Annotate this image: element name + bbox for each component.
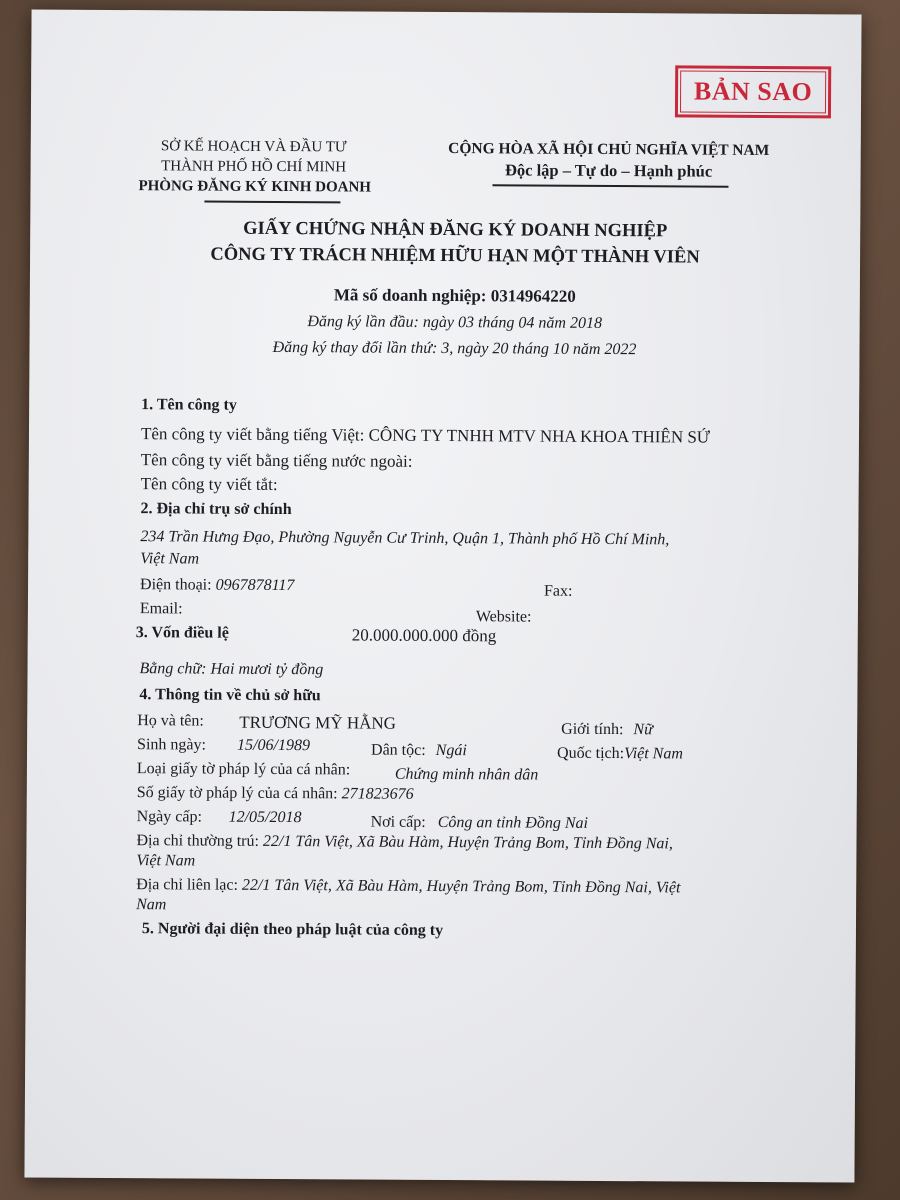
- certificate-paper: [24, 9, 861, 1182]
- section-4-heading: 4. Thông tin về chủ sở hữu: [139, 686, 321, 705]
- owner-name-value: TRƯƠNG MỸ HẰNG: [239, 712, 397, 733]
- owner-contact-address-value-2: Nam: [136, 896, 167, 914]
- head-office-address-line-2: Việt Nam: [140, 550, 200, 568]
- first-registration: Đăng ký lần đầu: ngày 03 tháng 04 năm 2018: [307, 313, 603, 332]
- certificate-title: GIẤY CHỨNG NHẬN ĐĂNG KÝ DOANH NGHIỆP: [243, 218, 668, 242]
- owner-contact-address-label: Địa chỉ liên lạc:: [136, 876, 239, 894]
- copy-stamp: [675, 65, 831, 118]
- owner-doc-type-value: Chứng minh nhân dân: [394, 765, 539, 784]
- owner-doc-number-label: Số giấy tờ pháp lý của cá nhân:: [136, 784, 338, 803]
- foreign-name-label: Tên công ty viết bằng tiếng nước ngoài:: [140, 450, 413, 471]
- agency-header: [138, 136, 372, 197]
- owner-issue-place-row: [371, 814, 588, 833]
- owner-issue-date-value: 12/05/2018: [228, 808, 302, 827]
- phone-row: [140, 576, 294, 595]
- owner-ethnic-label: Dân tộc:: [371, 741, 426, 759]
- nation-header: [429, 138, 789, 183]
- owner-issue-place-label: Nơi cấp:: [370, 813, 426, 831]
- vn-name-label: Tên công ty viết bằng tiếng Việt:: [140, 424, 365, 445]
- charter-capital-amount: 20.000.000.000 đồng: [351, 625, 497, 646]
- phone-value: 0967878117: [215, 576, 295, 595]
- owner-issue-date-label: Ngày cấp:: [136, 808, 203, 826]
- nation-underline: [493, 184, 729, 187]
- agency-line-2: THÀNH PHỐ HỒ CHÍ MINH: [161, 158, 347, 176]
- section-2-heading: 2. Địa chỉ trụ sở chính: [140, 500, 292, 519]
- phone-label: Điện thoại:: [140, 576, 212, 594]
- owner-nationality-label: Quốc tịch:: [556, 744, 625, 763]
- agency-underline: [204, 201, 340, 203]
- owner-issue-place-value: Công an tỉnh Đồng Nai: [437, 813, 589, 832]
- owner-dob-label: Sinh ngày:: [137, 736, 207, 754]
- company-type-title: CÔNG TY TRÁCH NHIỆM HỮU HẠN MỘT THÀNH VIÊN: [210, 244, 700, 268]
- owner-gender-value: Nữ: [633, 721, 653, 739]
- charter-capital-words: Bằng chữ: Hai mươi tỷ đồng: [139, 660, 324, 679]
- owner-nationality-value: Việt Nam: [624, 745, 683, 763]
- owner-dob-value: 15/06/1989: [237, 736, 311, 755]
- agency-line-1: SỞ KẾ HOẠCH VÀ ĐẦU TƯ: [160, 138, 347, 156]
- owner-contact-address-value: 22/1 Tân Việt, Xã Bàu Hàm, Huyện Trảng Bom, Tỉnh Đồng Nai, Việt: [241, 876, 681, 897]
- enterprise-code: Mã số doanh nghiệp: 0314964220: [333, 285, 576, 306]
- vn-name-row: [141, 424, 710, 447]
- owner-doc-type-label: Loại giấy tờ pháp lý của cá nhân:: [136, 760, 351, 779]
- email-label: Email:: [139, 600, 183, 618]
- owner-name-label: Họ và tên:: [137, 712, 204, 730]
- website-label: Website:: [475, 608, 532, 626]
- agency-line-3: PHÒNG ĐĂNG KÝ KINH DOANH: [138, 178, 372, 196]
- owner-gender-label: Giới tính:: [561, 720, 624, 739]
- head-office-address-line-1: 234 Trần Hưng Đạo, Phường Nguyễn Cư Trinh, Quận 1, Thành phố Hồ Chí Minh,: [140, 528, 670, 549]
- vn-name-value: CÔNG TY TNHH MTV NHA KHOA THIÊN SỨ: [368, 425, 711, 447]
- owner-permanent-address-value-2: Việt Nam: [136, 852, 196, 870]
- owner-nationality-row: [557, 745, 683, 764]
- owner-doc-number-value: 271823676: [341, 785, 414, 803]
- owner-permanent-address-row: [136, 832, 672, 853]
- nation-line-1: CỘNG HÒA XÃ HỘI CHỦ NGHĨA VIỆT NAM: [448, 140, 770, 159]
- owner-contact-address-row: [136, 876, 680, 897]
- owner-ethnic-value: Ngái: [435, 741, 467, 760]
- section-1-heading: 1. Tên công ty: [141, 396, 237, 414]
- owner-ethnic-row: [371, 742, 467, 761]
- nation-motto: Độc lập – Tự do – Hạnh phúc: [504, 160, 713, 181]
- owner-permanent-address-label: Địa chỉ thường trú:: [136, 832, 260, 850]
- owner-doc-number-row: [137, 784, 414, 804]
- copy-stamp-label: BẢN SAO: [693, 76, 813, 107]
- section-5-heading: 5. Người đại diện theo pháp luật của công ty: [141, 920, 444, 940]
- owner-permanent-address-value: 22/1 Tân Việt, Xã Bàu Hàm, Huyện Trảng Bom, Tỉnh Đồng Nai,: [262, 832, 673, 853]
- fax-label: Fax:: [543, 582, 573, 600]
- owner-gender-row: [561, 721, 653, 740]
- change-registration: Đăng ký thay đổi lần thứ: 3, ngày 20 tháng 10 năm 2022: [272, 338, 637, 359]
- short-name-label: Tên công ty viết tắt:: [140, 474, 278, 494]
- section-3-heading: 3. Vốn điều lệ: [135, 624, 229, 642]
